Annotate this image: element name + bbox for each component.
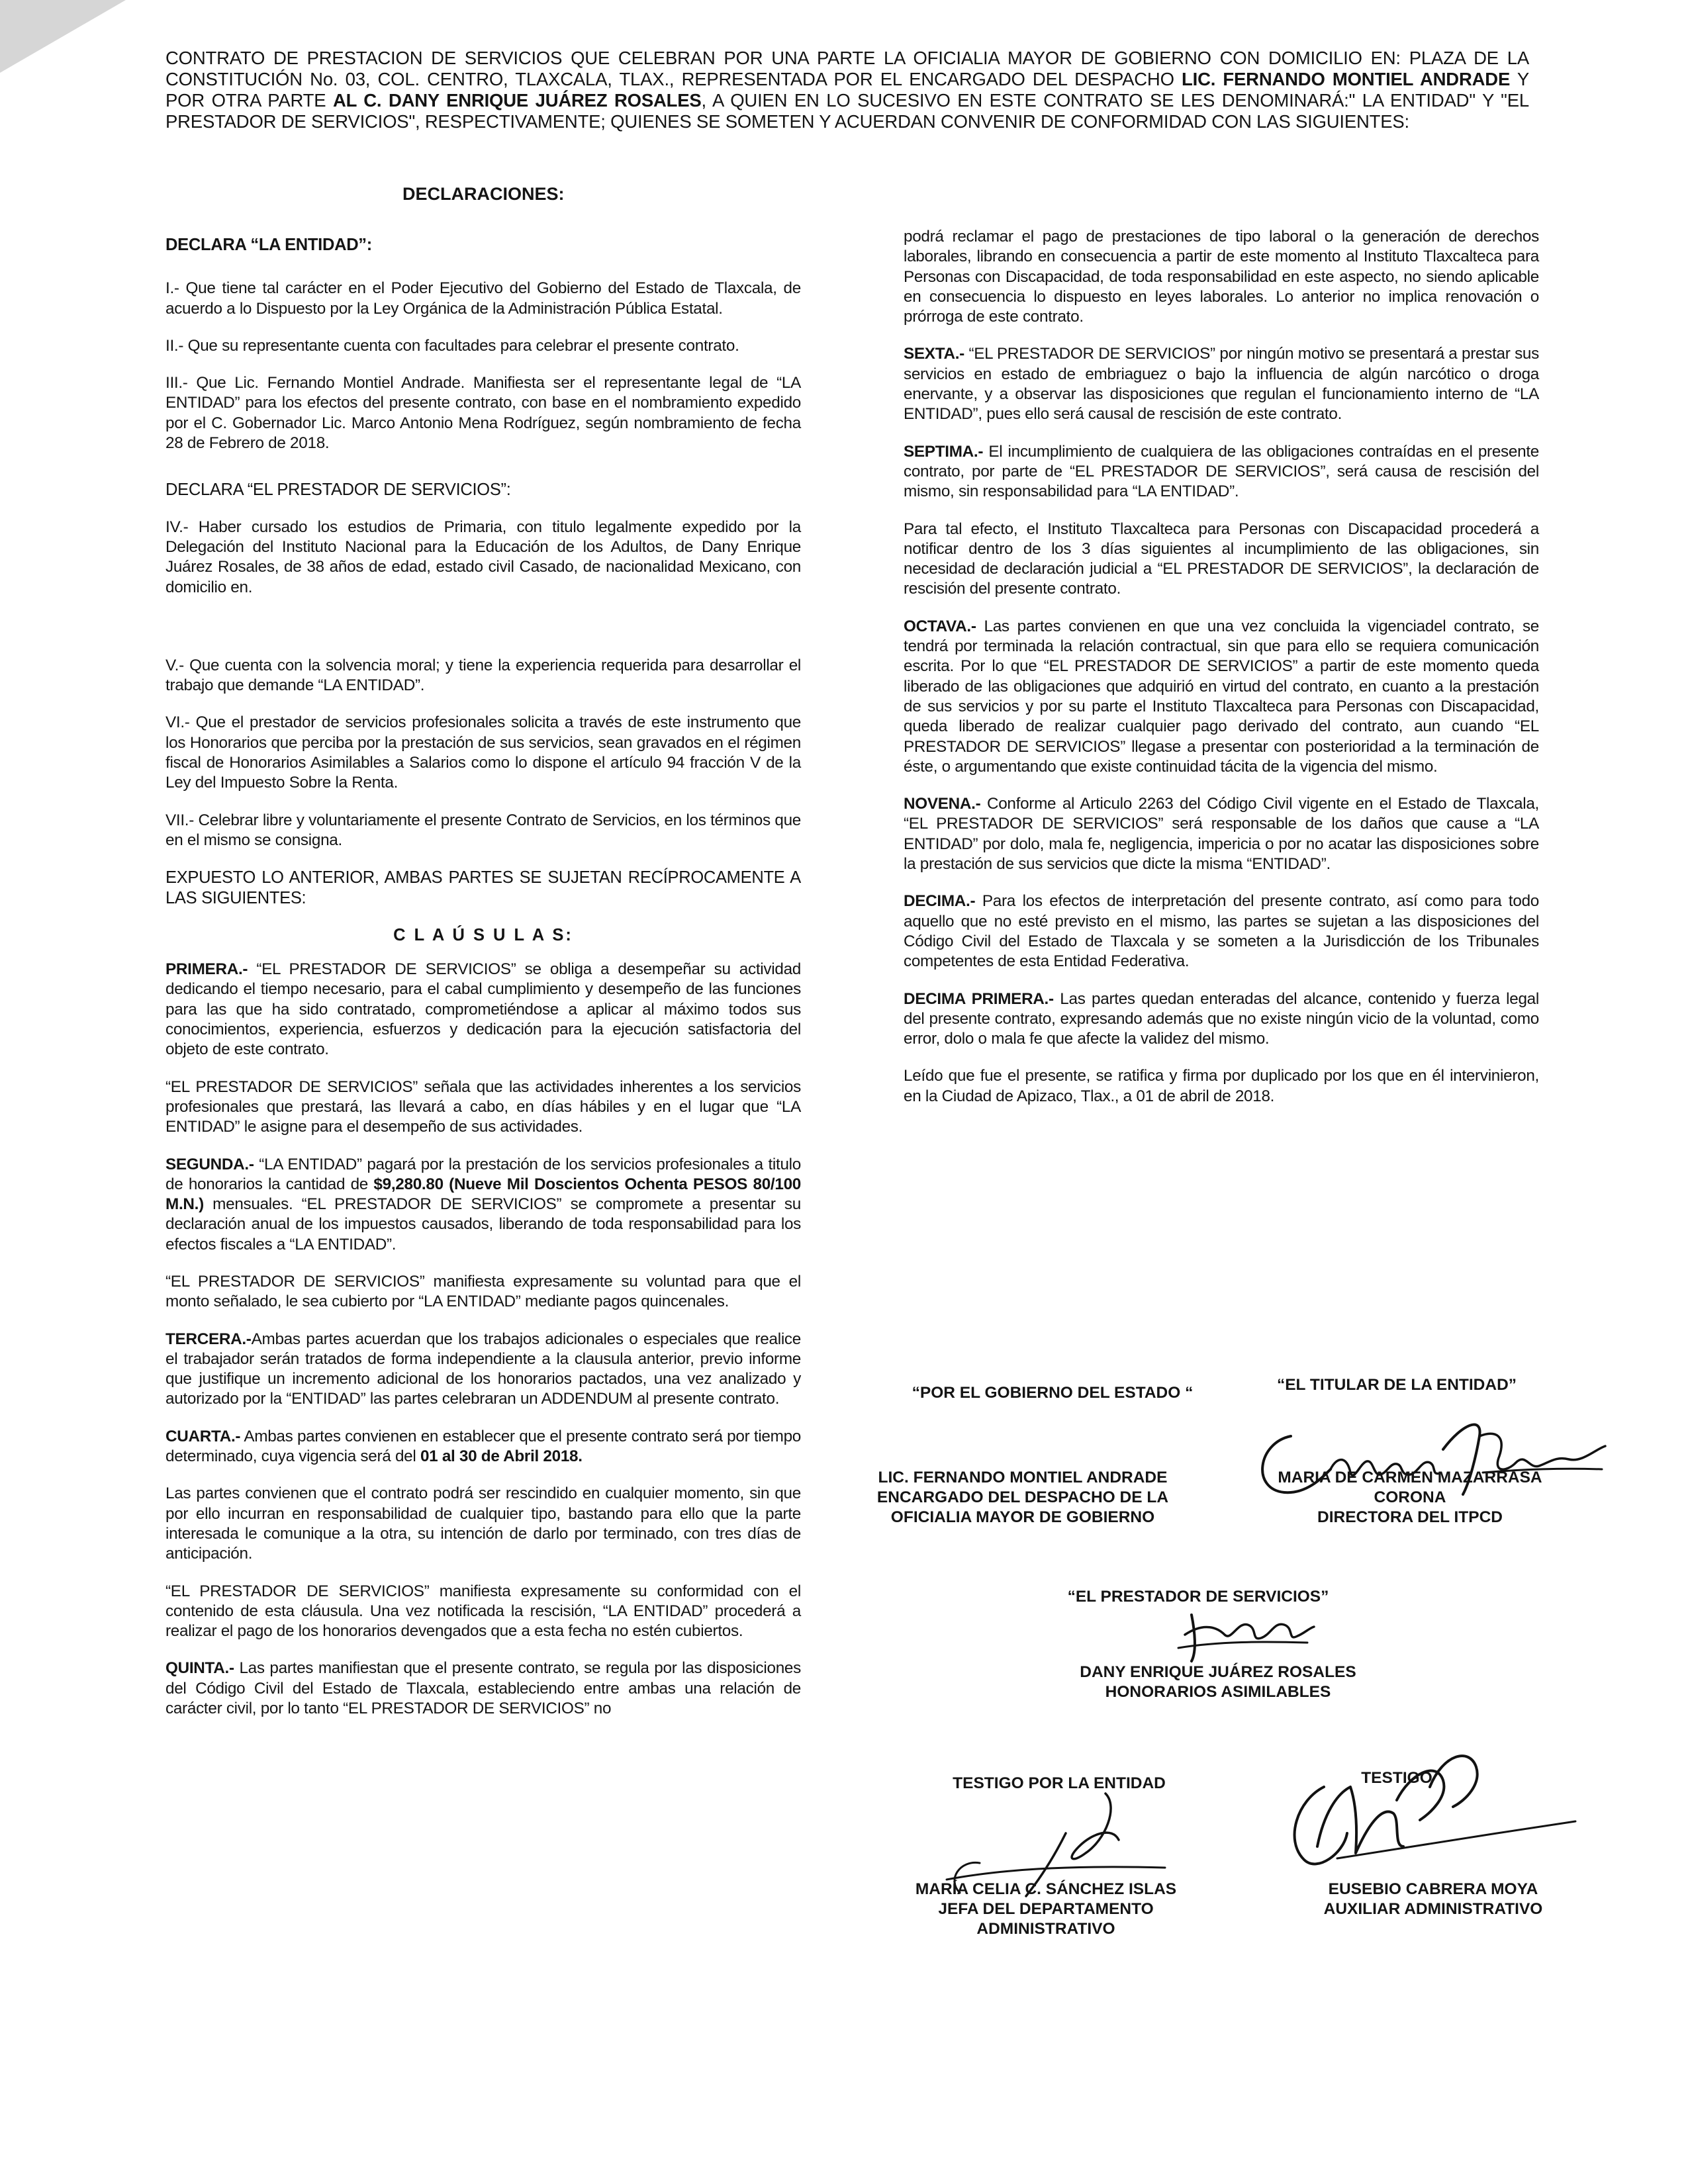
gobierno-name: LIC. FERNANDO MONTIEL ANDRADE [878, 1469, 1168, 1486]
declaraciones-title: DECLARACIONES: [402, 184, 565, 204]
testigo1-role-2: ADMINISTRATIVO [976, 1920, 1115, 1938]
clause-segunda-p2: “EL PRESTADOR DE SERVICIOS” manifiesta expresamente su voluntad para que el monto señalado, le sea cubierto por “LA ENTIDAD” mediante pagos quincenales. [165, 1272, 801, 1311]
header-provider-name: AL C. DANY ENRIQUE JUÁREZ ROSALES [332, 90, 702, 111]
right-column [904, 227, 1539, 1107]
leido-text: Leído que fue el presente, se ratifica y firma por duplicado por los que en él intervinieron, en la Ciudad de Apizaco, Tlax., a 01 de abril de 2018. [904, 1067, 1539, 1105]
sexta-text: “EL PRESTADOR DE SERVICIOS” por ningún motivo se presentará a prestar sus servicios en estado de embriaguez o bajo la influencia de algún narcótico o droga enervante, y a observar las disposiciones que regulan el funcionamiento interno de “LA ENTIDAD”, pues ello será causal de rescisión de este contrato. [904, 345, 1539, 424]
clause-octava [904, 617, 1539, 777]
titular-heading: “EL TITULAR DE LA ENTIDAD” [1276, 1376, 1517, 1394]
quinta-continuation: podrá reclamar el pago de prestaciones de tipo laboral o la generación de derechos laborales, librando en consecuencia a partir de este momento al Instituto Tlaxcalteca para Personas con Discapacidad, de toda responsabilidad en este aspecto, no siendo aplicable en consecuencia lo dispuesto en leyes laborales. Lo anterior no implica renovación o prórroga de este contrato. [904, 228, 1539, 326]
prestador-signer [1053, 1662, 1383, 1702]
prestador-name: DANY ENRIQUE JUÁREZ ROSALES [1080, 1663, 1356, 1681]
tercera-text: Ambas partes acuerdan que los trabajos adicionales o especiales que realice el trabajador serán tratados de forma independiente a la clausula anterior, previo informe que justifique un incremento adicional de los honorarios pactados, una vez analizado y autorizado por la “ENTIDAD” las partes celebraran un ADDENDUM al presente contrato. [165, 1330, 801, 1408]
titular-role: DIRECTORA DEL ITPCD [1317, 1508, 1503, 1526]
clause-cuarta [165, 1427, 801, 1467]
testigo1-name: MARÍA CELIA C. SÁNCHEZ ISLAS [915, 1880, 1177, 1898]
quinta-text: Las partes manifiestan que el presente contrato, se regula por las disposiciones del Código Civil del Estado de Tlaxcala, estableciendo entre ambas una relación de carácter civil, por lo tanto “EL PRESTADOR DE SERVICIOS” no [165, 1659, 801, 1718]
declaration-iii: III.- Que Lic. Fernando Montiel Andrade. Manifiesta ser el representante legal de “LA ENTIDAD” para los efectos del presente contrato, con base en el nombramiento expedido por el C. Gobernador Lic. Marco Antonio Mena Rodríguez, según nombramiento de fecha 28 de Febrero de 2018. [165, 374, 801, 453]
cuarta-dates: 01 al 30 de Abril 2018. [420, 1447, 583, 1466]
titular-name: MARIA DE CARMEN MAZARRASA [1278, 1469, 1542, 1486]
clause-septima [904, 442, 1539, 502]
clause-primera-p2: “EL PRESTADOR DE SERVICIOS” señala que las actividades inherentes a los servicios profesionales que prestará, las llevará a cabo, en días hábiles y en el lugar que “LA ENTIDAD” le asigne para el desempeño de sus actividades. [165, 1077, 801, 1136]
declaration-ii: II.- Que su representante cuenta con facultades para celebrar el presente contrato. [165, 336, 739, 355]
testigo2-signer [1278, 1880, 1589, 1919]
titular-signer [1244, 1468, 1575, 1527]
segunda-label: SEGUNDA.- [165, 1155, 254, 1173]
septima-label: SEPTIMA.- [904, 442, 984, 461]
clause-primera [165, 960, 801, 1060]
gobierno-role-2: OFICIALIA MAYOR DE GOBIERNO [890, 1508, 1155, 1526]
octava-text: Las partes convienen en que una vez concluida la vigenciadel contrato, se tendrá por terminada la relación contractual, sin que para ello se requiera comunicación escrita. Por lo que “EL PRESTADOR DE SERVICIOS” a partir de este momento queda liberado de las obligaciones que adquirió en virtud del contrato, en cuanto a la prestación de sus servicios y por su parte el Instituto Tlaxcalteca para Personas con Discapacidad, queda liberado de realizar cualquier pago derivado del contrato, aun cuando “EL PRESTADOR DE SERVICIOS” llegase a presentar con posterioridad a la terminación de éste, o argumentando que existe continuidad tácita de la vigencia del mismo. [904, 617, 1539, 776]
clause-decima-primera [904, 989, 1539, 1050]
clause-cuarta-p3: “EL PRESTADOR DE SERVICIOS” manifiesta expresamente su conformidad con el contenido de esta cláusula. Una vez notificada la rescisión, “LA ENTIDAD” procederá a realizar el pago de los honorarios devengados que a esta fecha no estén cubiertos. [165, 1582, 801, 1641]
clause-novena [904, 794, 1539, 874]
declara-prestador-heading: DECLARA “EL PRESTADOR DE SERVICIOS”: [165, 480, 511, 500]
prestador-heading: “EL PRESTADOR DE SERVICIOS” [1067, 1588, 1329, 1606]
clause-decima [904, 891, 1539, 972]
testigo1-signer [884, 1880, 1208, 1939]
clause-sexta [904, 344, 1539, 424]
declaration-i: I.- Que tiene tal carácter en el Poder Ejecutivo del Gobierno del Estado de Tlaxcala, de acuerdo a lo Dispuesto por la Ley Orgánica de la Administración Pública Estatal. [165, 279, 801, 318]
gobierno-role-1: ENCARGADO DEL DESPACHO DE LA [876, 1488, 1169, 1506]
novena-text: Conforme al Articulo 2263 del Código Civil vigente en el Estado de Tlaxcala, “EL PRESTADOR DE SERVICIOS” será responsable de los daños que cause a “LA ENTIDAD” por dolo, mala fe, negligencia, impericia o por no acatar las disposiciones sobre la prestación de sus servicios que dicte la misma “ENTIDAD”. [904, 795, 1539, 874]
testigo1-role-1: JEFA DEL DEPARTAMENTO [938, 1900, 1154, 1918]
declara-entidad-heading: DECLARA “LA ENTIDAD”: [165, 236, 372, 254]
sexta-label: SEXTA.- [904, 345, 964, 363]
testigo2-role: AUXILIAR ADMINISTRATIVO [1323, 1900, 1543, 1918]
decima-label: DECIMA.- [904, 892, 976, 911]
segunda-amount: $9,280.80 (Nueve Mil Doscientos Ochenta PESOS 80/100 M.N.) [165, 1175, 801, 1214]
declaration-vii: VII.- Celebrar libre y voluntariamente el presente Contrato de Servicios, en los términos que en el mismo se consigna. [165, 811, 801, 849]
testigo2-signature [1278, 1747, 1582, 1880]
prestador-role: HONORARIOS ASIMILABLES [1105, 1683, 1331, 1701]
cuarta-text-a: Ambas partes convienen en establecer que el presente contrato será por tiempo determinado, cuya vigencia será del [165, 1427, 801, 1466]
scan-corner-fold [0, 0, 126, 73]
tercera-label: TERCERA.- [165, 1330, 252, 1348]
gobierno-signer [847, 1468, 1198, 1527]
novena-label: NOVENA.- [904, 795, 981, 813]
decima-text: Para los efectos de interpretación del presente contrato, así como para todo aquello que no esté previsto en el mismo, las partes se sujetan a las disposiciones del Código Civil del Estado de Tlaxcala y se someten a la Jurisdicción de los Tribunales competentes de esta Entidad Federativa. [904, 892, 1539, 971]
declaration-v: V.- Que cuenta con la solvencia moral; y tiene la experiencia requerida para desarrollar el trabajo que demande “LA ENTIDAD”. [165, 656, 801, 695]
segunda-text-a: “LA ENTIDAD” pagará por la prestación de los servicios profesionales a titulo de honorarios la cantidad de [165, 1155, 801, 1193]
header-text-1: CONTRATO DE PRESTACION DE SERVICIOS QUE CELEBRAN POR UNA PARTE LA OFICIALIA MAYOR DE GOBIERNO CON DOMICILIO EN: PLAZA DE LA CONSTITUCIÓN No. 03, COL. CENTRO, TLAXCALA, TLAX., REPRESENTADA POR EL ENCARGADO DEL DESPACHO [165, 48, 1529, 89]
declaration-vi: VI.- Que el prestador de servicios profesionales solicita a través de este instrumento que los Honorarios que perciba por la prestación de sus servicios, sean gravados en el régimen fiscal de Honorarios Asimilables a Salarios como lo dispone el artículo 94 fracción V de la Ley del Impuesto Sobre la Renta. [165, 713, 801, 792]
primera-text: “EL PRESTADOR DE SERVICIOS” se obliga a desempeñar su actividad dedicando el tiempo necesario, para el cabal cumplimiento y desempeño de las funciones para las que ha sido contratado, comprometiéndose a aplicar al máximo todos sus conocimientos, experiencia, esfuerzos y dedicación para la ejecución satisfactoria del objeto de este contrato. [165, 960, 801, 1059]
header-text-2: Y POR OTRA PARTE [165, 69, 1529, 111]
clausulas-title: C L A Ú S U L A S: [393, 925, 573, 944]
testigo-entidad-heading: TESTIGO POR LA ENTIDAD [953, 1774, 1166, 1792]
gobierno-heading: “POR EL GOBIERNO DEL ESTADO “ [912, 1384, 1194, 1402]
expuesto-text: EXPUESTO LO ANTERIOR, AMBAS PARTES SE SUJETAN RECÍPROCAMENTE A LAS SIGUIENTES: [165, 868, 801, 907]
segunda-text-b: mensuales. “EL PRESTADOR DE SERVICIOS” se compromete a presentar su declaración anual de los impuestos causados, liberando de toda responsabilidad para los efectos fiscales a “LA ENTIDAD”. [165, 1195, 801, 1253]
header-text-3: , A QUIEN EN LO SUCESIVO EN ESTE CONTRATO SE LES DENOMINARÁ:" LA ENTIDAD" Y "EL PRESTADOR DE SERVICIOS", RESPECTIVAMENTE; QUIENES SE SOMETEN Y ACUERDAN CONVENIR DE CONFORMIDAD CON LAS SIGUIENTES: [165, 90, 1529, 132]
header-representative-name: LIC. FERNANDO MONTIEL ANDRADE [1182, 69, 1511, 89]
decima-primera-text: Las partes quedan enteradas del alcance, contenido y fuerza legal del presente contrato, expresando además que no existe ningún vicio de la voluntad, como error, dolo o mala fe que afecte la validez del mismo. [904, 989, 1539, 1048]
titular-name-2: CORONA [1374, 1488, 1446, 1506]
left-column [165, 235, 801, 1719]
clause-cuarta-p2: Las partes convienen que el contrato podrá ser rescindido en cualquier momento, sin que por ello incurran en responsabilidad de cualquier tipo, bastando para ello que la parte interesada le comunique a la otra, su intención de darlo por terminado, con tres días de anticipación. [165, 1484, 801, 1563]
clause-quinta [165, 1659, 801, 1719]
declaration-iv: IV.- Haber cursado los estudios de Primaria, con titulo legalmente expedido por la Delegación del Instituto Nacional para la Educación de los Adultos, de Dany Enrique Juárez Rosales, de 38 años de edad, estado civil Casado, de nacionalidad Mexicano, con domicilio en. [165, 518, 801, 596]
prestador-signature [1165, 1595, 1324, 1668]
octava-label: OCTAVA.- [904, 617, 976, 635]
primera-label: PRIMERA.- [165, 960, 248, 979]
testigo2-name: EUSEBIO CABRERA MOYA [1328, 1880, 1538, 1898]
clause-septima-p2: Para tal efecto, el Instituto Tlaxcalteca para Personas con Discapacidad procederá a notificar dentro de los 3 días siguientes al incumplimiento de las obligaciones, sin necesidad de declaración judicial a “EL PRESTADOR DE SERVICIOS”, la declaración de rescisión del presente contrato. [904, 520, 1539, 598]
septima-text: El incumplimiento de cualquiera de las obligaciones contraídas en el presente contrato, por parte de “EL PRESTADOR DE SERVICIOS”, será causa de rescisión del mismo, sin responsabilidad para “LA ENTIDAD”. [904, 442, 1539, 501]
cuarta-label: CUARTA.- [165, 1427, 241, 1445]
contract-header [165, 48, 1529, 132]
clause-segunda [165, 1155, 801, 1255]
quinta-label: QUINTA.- [165, 1659, 234, 1678]
decima-primera-label: DECIMA PRIMERA.- [904, 989, 1054, 1008]
testigo-heading: TESTIGO [1361, 1769, 1432, 1787]
clause-tercera [165, 1330, 801, 1410]
